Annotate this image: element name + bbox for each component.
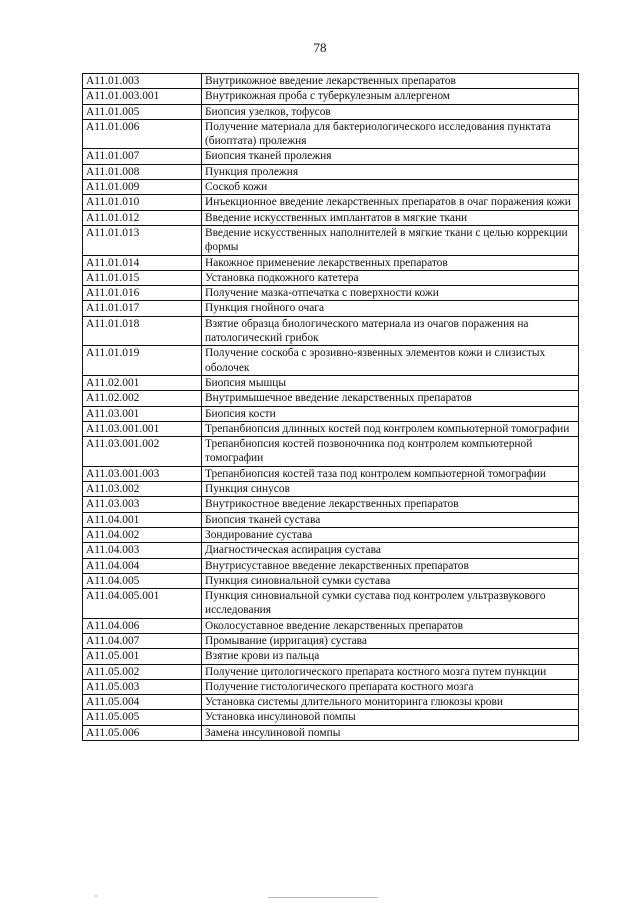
service-name: Внутрикостное введение лекарственных препаратов (202, 497, 579, 512)
table-row (83, 573, 579, 588)
service-code: A11.01.006 (83, 119, 202, 149)
service-code: A11.05.002 (83, 664, 202, 679)
table-row (83, 119, 579, 149)
table-row (83, 679, 579, 694)
service-name: Введение искусственных наполнителей в мягкие ткани с целью коррекции формы (202, 225, 579, 255)
service-name: Биопсия тканей пролежня (202, 149, 579, 164)
service-code: A11.01.014 (83, 255, 202, 270)
service-code: A11.01.019 (83, 346, 202, 376)
table-row (83, 589, 579, 619)
service-name: Трепанбиопсия костей таза под контролем компьютерной томографии (202, 466, 579, 481)
table-row (83, 210, 579, 225)
service-code: A11.01.010 (83, 195, 202, 210)
table-row (83, 633, 579, 648)
service-code: A11.05.006 (83, 725, 202, 740)
service-code: A11.01.003 (83, 74, 202, 89)
service-name: Получение мазка-отпечатка с поверхности кожи (202, 286, 579, 301)
table-row (83, 527, 579, 542)
table-row (83, 437, 579, 467)
service-name: Замена инсулиновой помпы (202, 725, 579, 740)
service-name: Пункция гнойного очага (202, 301, 579, 316)
service-code: A11.04.003 (83, 543, 202, 558)
service-code: A11.03.002 (83, 482, 202, 497)
service-name: Пункция пролежня (202, 164, 579, 179)
table-row (83, 482, 579, 497)
service-code: A11.02.001 (83, 375, 202, 390)
table-row (83, 149, 579, 164)
table-row (83, 270, 579, 285)
service-name: Диагностическая аспирация сустава (202, 543, 579, 558)
service-name: Внутримышечное введение лекарственных препаратов (202, 391, 579, 406)
service-name: Установка инсулиновой помпы (202, 710, 579, 725)
service-code: A11.04.007 (83, 633, 202, 648)
service-name: Установка системы длительного мониторинга глюкозы крови (202, 695, 579, 710)
service-name: Внутрикожное введение лекарственных препаратов (202, 74, 579, 89)
services-table (82, 73, 579, 741)
service-code: A11.01.003.001 (83, 89, 202, 104)
service-name: Соскоб кожи (202, 180, 579, 195)
scan-artifact-dot (95, 895, 97, 897)
service-code: A11.05.005 (83, 710, 202, 725)
table-row (83, 104, 579, 119)
service-name: Пункция синовиальной сумки сустава (202, 573, 579, 588)
scan-artifact-line (268, 897, 378, 898)
service-code: A11.05.004 (83, 695, 202, 710)
service-code: A11.03.001.002 (83, 437, 202, 467)
table-row (83, 301, 579, 316)
table-row (83, 618, 579, 633)
service-code: A11.04.005 (83, 573, 202, 588)
service-name: Внутрисуставное введение лекарственных препаратов (202, 558, 579, 573)
service-name: Получение гистологического препарата костного мозга (202, 679, 579, 694)
service-name: Пункция синовиальной сумки сустава под контролем ультразвукового исследования (202, 589, 579, 619)
table-row (83, 180, 579, 195)
table-row (83, 406, 579, 421)
table-row (83, 421, 579, 436)
table-row (83, 375, 579, 390)
service-name: Введение искусственных имплантатов в мягкие ткани (202, 210, 579, 225)
service-name: Промывание (ирригация) сустава (202, 633, 579, 648)
table-row (83, 286, 579, 301)
service-code: A11.01.009 (83, 180, 202, 195)
table-row (83, 497, 579, 512)
service-name: Зондирование сустава (202, 527, 579, 542)
table-row (83, 74, 579, 89)
service-name: Биопсия кости (202, 406, 579, 421)
table-row (83, 346, 579, 376)
table-row (83, 710, 579, 725)
service-code: A11.01.017 (83, 301, 202, 316)
service-name: Инъекционное введение лекарственных препаратов в очаг поражения кожи (202, 195, 579, 210)
service-code: A11.04.001 (83, 512, 202, 527)
table-row (83, 391, 579, 406)
service-name: Биопсия узелков, тофусов (202, 104, 579, 119)
service-code: A11.03.001.003 (83, 466, 202, 481)
service-code: A11.01.015 (83, 270, 202, 285)
table-row (83, 255, 579, 270)
service-name: Накожное применение лекарственных препаратов (202, 255, 579, 270)
service-code: A11.05.001 (83, 649, 202, 664)
service-code: A11.04.004 (83, 558, 202, 573)
service-name: Внутрикожная проба с туберкулезным аллергеном (202, 89, 579, 104)
table-row (83, 649, 579, 664)
service-code: A11.04.005.001 (83, 589, 202, 619)
service-code: A11.05.003 (83, 679, 202, 694)
service-code: A11.01.012 (83, 210, 202, 225)
service-code: A11.01.016 (83, 286, 202, 301)
service-name: Получение материала для бактериологического исследования пунктата (биоптата) пролежня (202, 119, 579, 149)
service-name: Околосуставное введение лекарственных препаратов (202, 618, 579, 633)
page-number: 78 (313, 40, 327, 55)
table-row (83, 725, 579, 740)
service-name: Биопсия тканей сустава (202, 512, 579, 527)
services-table-body (83, 74, 579, 741)
service-code: A11.04.002 (83, 527, 202, 542)
service-name: Получение цитологического препарата костного мозга путем пункции (202, 664, 579, 679)
table-row (83, 558, 579, 573)
service-name: Взятие крови из пальца (202, 649, 579, 664)
service-name: Установка подкожного катетера (202, 270, 579, 285)
service-name: Трепанбиопсия костей позвоночника под контролем компьютерной томографии (202, 437, 579, 467)
table-row (83, 316, 579, 346)
service-name: Трепанбиопсия длинных костей под контролем компьютерной томографии (202, 421, 579, 436)
table-row (83, 664, 579, 679)
table-row (83, 543, 579, 558)
service-name: Взятие образца биологического материала из очагов поражения на патологический грибок (202, 316, 579, 346)
service-code: A11.03.003 (83, 497, 202, 512)
service-code: A11.01.018 (83, 316, 202, 346)
table-row (83, 89, 579, 104)
service-name: Биопсия мышцы (202, 375, 579, 390)
table-row (83, 512, 579, 527)
table-row (83, 164, 579, 179)
service-code: A11.01.007 (83, 149, 202, 164)
service-code: A11.02.002 (83, 391, 202, 406)
service-name: Получение соскоба с эрозивно-язвенных элементов кожи и слизистых оболочек (202, 346, 579, 376)
table-row (83, 225, 579, 255)
service-code: A11.03.001.001 (83, 421, 202, 436)
service-name: Пункция синусов (202, 482, 579, 497)
service-code: A11.01.013 (83, 225, 202, 255)
table-row (83, 695, 579, 710)
table-row (83, 195, 579, 210)
service-code: A11.01.008 (83, 164, 202, 179)
table-row (83, 466, 579, 481)
service-code: A11.01.005 (83, 104, 202, 119)
service-code: A11.04.006 (83, 618, 202, 633)
service-code: A11.03.001 (83, 406, 202, 421)
